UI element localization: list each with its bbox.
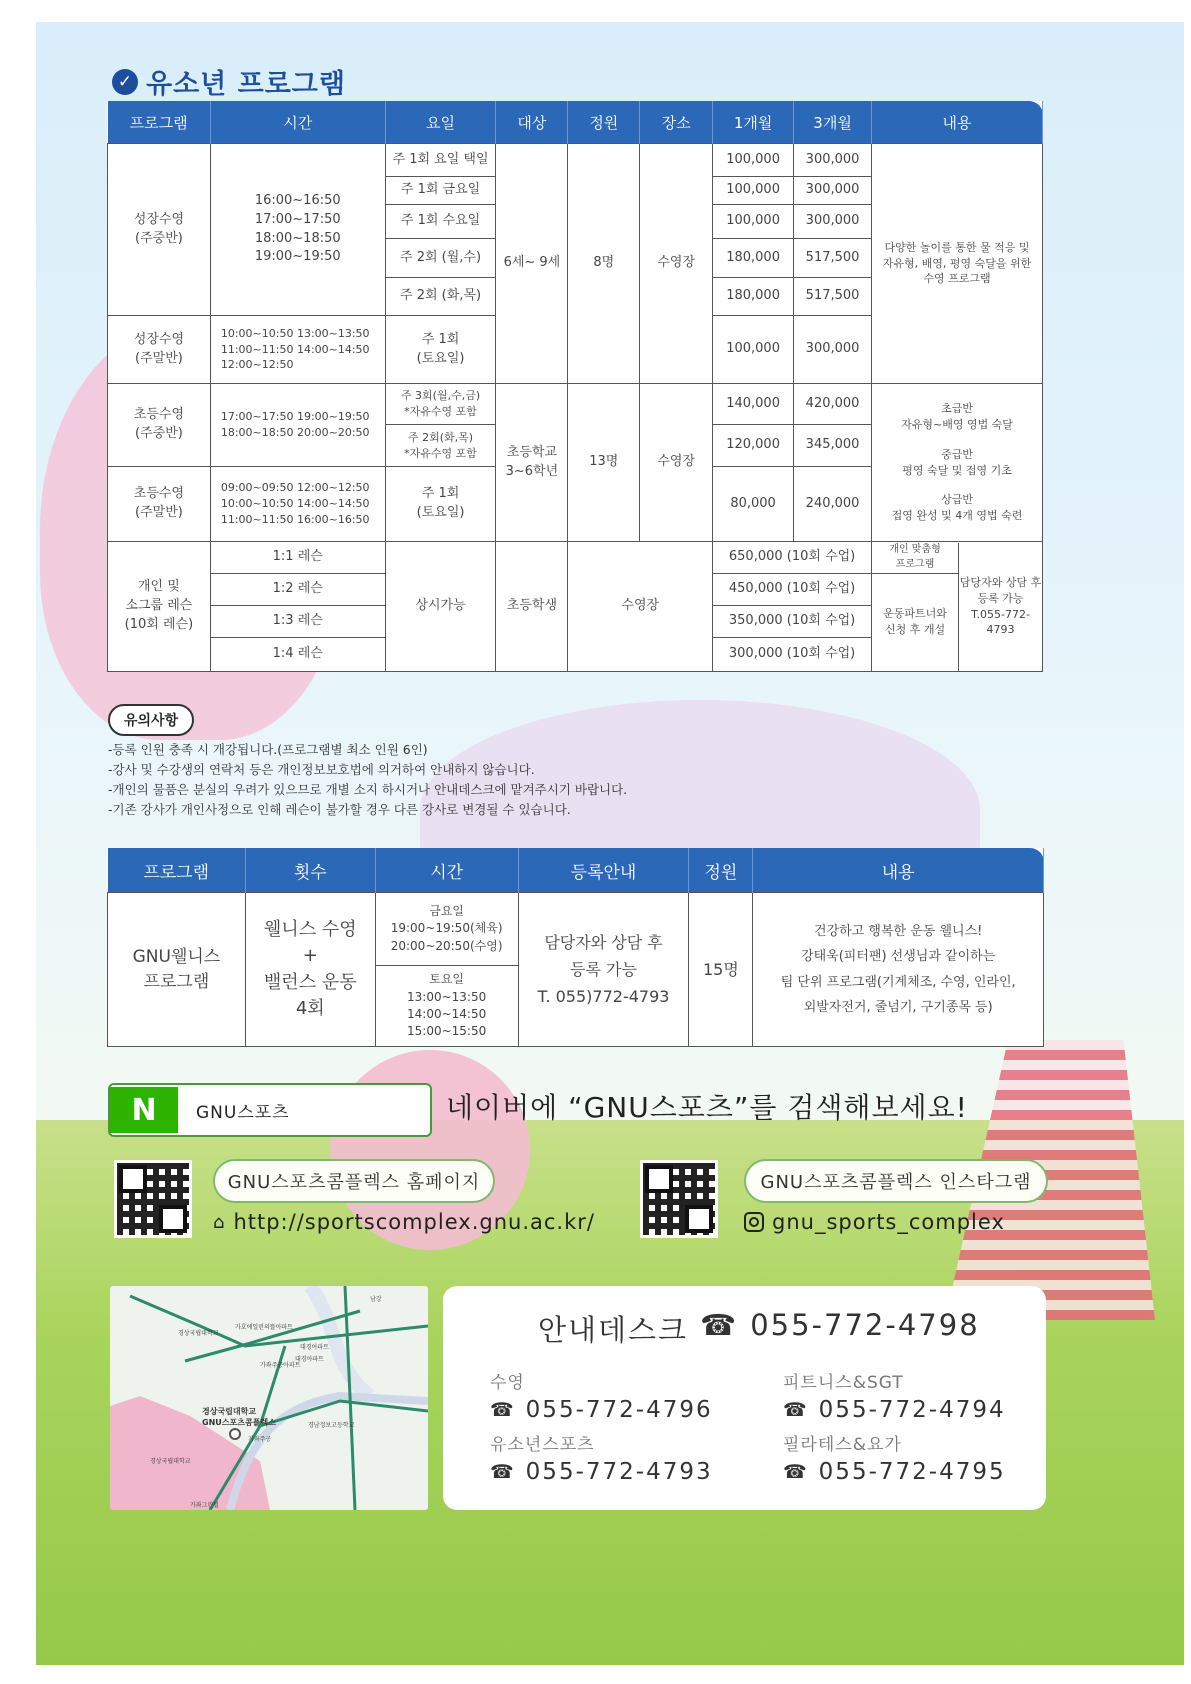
target-cell: 6세~ 9세 bbox=[496, 144, 568, 384]
time-cell: 16:00~16:50 17:00~17:50 18:00~18:50 19:00~19:50 bbox=[210, 144, 385, 316]
lesson-price-cell: 300,000 (10회 수업) bbox=[713, 638, 872, 672]
price-1month: 180,000 bbox=[713, 239, 794, 278]
phone-icon: ☎ bbox=[783, 1399, 809, 1421]
header-time: 시간 bbox=[375, 848, 518, 893]
naver-slogan: 네이버에 “GNU스포츠”를 검색해보세요! bbox=[446, 1091, 968, 1124]
time-friday: 금요일 19:00~19:50(체육) 20:00~20:50(수영) bbox=[376, 893, 518, 966]
lesson-type-cell: 1:4 레슨 bbox=[210, 638, 385, 672]
registration-cell: 담당자와 상담 후 등록 가능 T. 055)772-4793 bbox=[518, 893, 689, 1047]
phone-icon: ☎ bbox=[783, 1461, 809, 1483]
content-cell bbox=[872, 384, 1043, 542]
header-count: 횟수 bbox=[245, 848, 375, 893]
header-day: 요일 bbox=[385, 101, 496, 144]
header-target: 대상 bbox=[496, 101, 568, 144]
program-cell: 성장수영 (주말반) bbox=[108, 316, 211, 384]
contact-phone[interactable]: 055-772-4795 bbox=[818, 1459, 1006, 1485]
wellness-program-table bbox=[107, 848, 1044, 1047]
map-label: 대경아파트 bbox=[300, 1344, 329, 1351]
contact-card bbox=[443, 1286, 1046, 1510]
header-time: 시간 bbox=[210, 101, 385, 144]
program-cell: GNU웰니스 프로그램 bbox=[108, 893, 246, 1047]
day-cell: 주 1회 금요일 bbox=[385, 177, 496, 205]
price-3month: 300,000 bbox=[794, 144, 872, 177]
check-circle-icon: ✓ bbox=[112, 69, 138, 95]
map-roads bbox=[110, 1286, 428, 1510]
header-program: 프로그램 bbox=[108, 848, 246, 893]
capacity-cell: 8명 bbox=[568, 144, 640, 384]
place-cell: 수영장 bbox=[640, 384, 713, 542]
homepage-qr-code bbox=[114, 1160, 192, 1238]
contact-label: 유소년스포츠 bbox=[490, 1435, 595, 1455]
day-cell: 주 1회 수요일 bbox=[385, 205, 496, 239]
price-3month: 517,500 bbox=[794, 278, 872, 316]
price-3month: 300,000 bbox=[794, 177, 872, 205]
table-header-row bbox=[108, 848, 1044, 893]
contact-phone[interactable]: 055-772-4793 bbox=[525, 1459, 713, 1485]
instagram-label: GNU스포츠콤플렉스 인스타그램 bbox=[744, 1159, 1048, 1203]
price-1month: 100,000 bbox=[713, 177, 794, 205]
price-3month: 300,000 bbox=[794, 205, 872, 239]
day-cell: 주 2회(화,목) *자유수영 포함 bbox=[385, 425, 496, 467]
lesson-info-cell bbox=[872, 542, 1043, 672]
table-row bbox=[108, 542, 1043, 574]
instagram-link[interactable] bbox=[744, 1210, 1005, 1234]
naver-search-box[interactable] bbox=[108, 1083, 432, 1137]
lesson-price-cell: 650,000 (10회 수업) bbox=[713, 542, 872, 574]
custom-program-text: 개인 맞춤형 프로그램 bbox=[872, 543, 958, 574]
contact-label: 필라테스&요가 bbox=[783, 1435, 902, 1455]
price-3month: 517,500 bbox=[794, 239, 872, 278]
contact-phone[interactable]: 055-772-4794 bbox=[818, 1397, 1006, 1423]
price-1month: 180,000 bbox=[713, 278, 794, 316]
section-title: 유소년 프로그램 bbox=[146, 69, 346, 100]
map-label: 가좌주공 bbox=[248, 1436, 272, 1443]
map-label: 가호에일린의뜰아파트 bbox=[235, 1324, 293, 1331]
time-cell: 09:00~09:50 12:00~12:50 10:00~10:50 14:00~14:50 11:00~11:50 16:00~16:50 bbox=[210, 467, 385, 542]
day-cell: 상시가능 bbox=[385, 542, 496, 672]
homepage-link[interactable] bbox=[213, 1210, 595, 1234]
section-header bbox=[112, 62, 346, 101]
instagram-qr-code bbox=[640, 1160, 718, 1238]
header-content: 내용 bbox=[872, 101, 1043, 144]
contact-phone[interactable]: 055-772-4796 bbox=[525, 1397, 713, 1423]
map-label: 가좌그린빌 bbox=[190, 1502, 219, 1509]
map-label: 가좌주공아파트 bbox=[260, 1362, 301, 1369]
homepage-url[interactable]: http://sportscomplex.gnu.ac.kr/ bbox=[233, 1210, 595, 1234]
program-cell: 초등수영 (주중반) bbox=[108, 384, 211, 467]
price-3month: 300,000 bbox=[794, 316, 872, 384]
price-3month: 420,000 bbox=[794, 384, 872, 425]
map-label: 대경아파트 bbox=[295, 1356, 324, 1363]
info-desk-phone[interactable]: 055-772-4798 bbox=[750, 1308, 980, 1342]
capacity-cell: 13명 bbox=[568, 384, 640, 542]
header-3month: 3개월 bbox=[794, 101, 872, 144]
header-place: 장소 bbox=[640, 101, 713, 144]
notice-item: -강사 및 수강생의 연락처 등은 개인정보보호법에 의거하여 안내하지 않습니다. bbox=[108, 762, 535, 777]
lesson-type-cell: 1:1 레슨 bbox=[210, 542, 385, 574]
header-capacity: 정원 bbox=[689, 848, 753, 893]
capacity-cell: 15명 bbox=[689, 893, 753, 1047]
time-cell: 17:00~17:50 19:00~19:50 18:00~18:50 20:00~20:50 bbox=[210, 384, 385, 467]
content-intermediate: 중급반 평영 숙달 및 접영 기초 bbox=[902, 447, 1012, 477]
notice-item: -기존 강사가 개인사정으로 인해 레슨이 불가할 경우 다른 강사로 변경될 수 있습니다. bbox=[108, 802, 571, 817]
map-label: 경상국립대학교 bbox=[150, 1458, 191, 1465]
header-content: 내용 bbox=[753, 848, 1044, 893]
location-map bbox=[110, 1286, 428, 1510]
contact-youth bbox=[490, 1430, 713, 1485]
time-cell: 10:00~10:50 13:00~13:50 11:00~11:50 14:00~14:50 12:00~12:50 bbox=[210, 316, 385, 384]
notice-item: -등록 인원 충족 시 개강됩니다.(프로그램별 최소 인원 6인) bbox=[108, 742, 428, 757]
table-row bbox=[108, 384, 1043, 425]
lesson-contact-text: 담당자와 상담 후 등록 가능 T.055-772- 4793 bbox=[959, 575, 1042, 637]
day-cell: 주 2회 (화,목) bbox=[385, 278, 496, 316]
place-cell: 수영장 bbox=[568, 542, 713, 672]
day-cell: 주 3회(월,수,금) *자유수영 포함 bbox=[385, 384, 496, 425]
table-row bbox=[108, 144, 1043, 177]
price-1month: 100,000 bbox=[713, 205, 794, 239]
price-1month: 100,000 bbox=[713, 316, 794, 384]
lesson-price-cell: 450,000 (10회 수업) bbox=[713, 574, 872, 606]
program-cell: 성장수영 (주중반) bbox=[108, 144, 211, 316]
info-desk bbox=[538, 1308, 980, 1349]
time-saturday: 토요일 13:00~13:50 14:00~14:50 15:00~15:50 bbox=[407, 972, 487, 1039]
header-program: 프로그램 bbox=[108, 101, 211, 144]
price-1month: 140,000 bbox=[713, 384, 794, 425]
price-3month: 345,000 bbox=[794, 425, 872, 467]
lesson-type-cell: 1:2 레슨 bbox=[210, 574, 385, 606]
homepage-label: GNU스포츠콤플렉스 홈페이지 bbox=[213, 1159, 495, 1203]
phone-icon: ☎ bbox=[490, 1399, 516, 1421]
header-registration: 등록안내 bbox=[518, 848, 689, 893]
content-cell: 건강하고 행복한 운동 웰니스! 강태욱(피터팬) 선생님과 같이하는 팀 단위 프로그램(기계체조, 수영, 인라인, 외발자전거, 줄넘기, 구기종목 등) bbox=[753, 893, 1044, 1047]
price-1month: 100,000 bbox=[713, 144, 794, 177]
info-desk-label: 안내데스크 bbox=[538, 1313, 689, 1347]
program-cell: 초등수영 (주말반) bbox=[108, 467, 211, 542]
target-cell: 초등학교 3~6학년 bbox=[496, 384, 568, 542]
lesson-type-cell: 1:3 레슨 bbox=[210, 606, 385, 638]
day-cell: 주 1회 요일 택일 bbox=[385, 144, 496, 177]
program-cell: 개인 및 소그룹 레슨 (10회 레슨) bbox=[108, 542, 211, 672]
map-label: 경상국립대학교 bbox=[178, 1330, 219, 1337]
notice-list bbox=[108, 740, 627, 820]
notice-badge: 유의사항 bbox=[108, 704, 194, 736]
map-label: 남강 bbox=[370, 1296, 382, 1303]
campus-label: 경상국립대학교 GNU스포츠콤플렉스 bbox=[202, 1407, 276, 1427]
target-cell: 초등학생 bbox=[496, 542, 568, 672]
instagram-id[interactable]: gnu_sports_complex bbox=[772, 1210, 1005, 1234]
day-cell: 주 1회 (토요일) bbox=[385, 467, 496, 542]
time-cell bbox=[375, 893, 518, 1047]
content-advanced: 상급반 접영 완성 및 4개 영법 숙련 bbox=[891, 493, 1023, 523]
naver-search-text: GNU스포츠 bbox=[196, 1102, 290, 1123]
day-cell: 주 2회 (월,수) bbox=[385, 239, 496, 278]
header-capacity: 정원 bbox=[568, 101, 640, 144]
table-row bbox=[108, 893, 1044, 1047]
day-cell: 주 1회 (토요일) bbox=[385, 316, 496, 384]
youth-program-table bbox=[107, 101, 1043, 672]
phone-icon: ☎ bbox=[700, 1308, 739, 1342]
home-icon: ⌂ bbox=[213, 1211, 226, 1233]
price-1month: 80,000 bbox=[713, 467, 794, 542]
contact-pilates bbox=[783, 1430, 1006, 1485]
phone-icon: ☎ bbox=[490, 1461, 516, 1483]
count-cell: 웰니스 수영 + 밸런스 운동 4회 bbox=[245, 893, 375, 1047]
place-cell: 수영장 bbox=[640, 144, 713, 384]
lesson-price-cell: 350,000 (10회 수업) bbox=[713, 606, 872, 638]
notice-item: -개인의 물품은 분실의 우려가 있으므로 개별 소지 하시거나 안내데스크에 맡겨주시기 바랍니다. bbox=[108, 782, 628, 797]
naver-logo-icon: N bbox=[110, 1087, 178, 1133]
contact-label: 수영 bbox=[490, 1373, 525, 1393]
price-3month: 240,000 bbox=[794, 467, 872, 542]
header-1month: 1개월 bbox=[713, 101, 794, 144]
content-cell: 다양한 놀이를 통한 물 적응 및 자유형, 배영, 평영 숙달을 위한 수영 프로그램 bbox=[872, 144, 1043, 384]
contact-swim bbox=[490, 1368, 713, 1423]
contact-fitness bbox=[783, 1368, 1006, 1423]
price-1month: 120,000 bbox=[713, 425, 794, 467]
map-label: 경남정보고등학교 bbox=[308, 1422, 355, 1429]
table-header-row bbox=[108, 101, 1043, 144]
partner-text: 운동파트너와 신청 후 개설 bbox=[883, 607, 947, 636]
contact-label: 피트니스&SGT bbox=[783, 1373, 904, 1393]
instagram-icon bbox=[744, 1212, 764, 1232]
content-beginner: 초급반 자유형~배영 영법 숙달 bbox=[901, 401, 1013, 431]
